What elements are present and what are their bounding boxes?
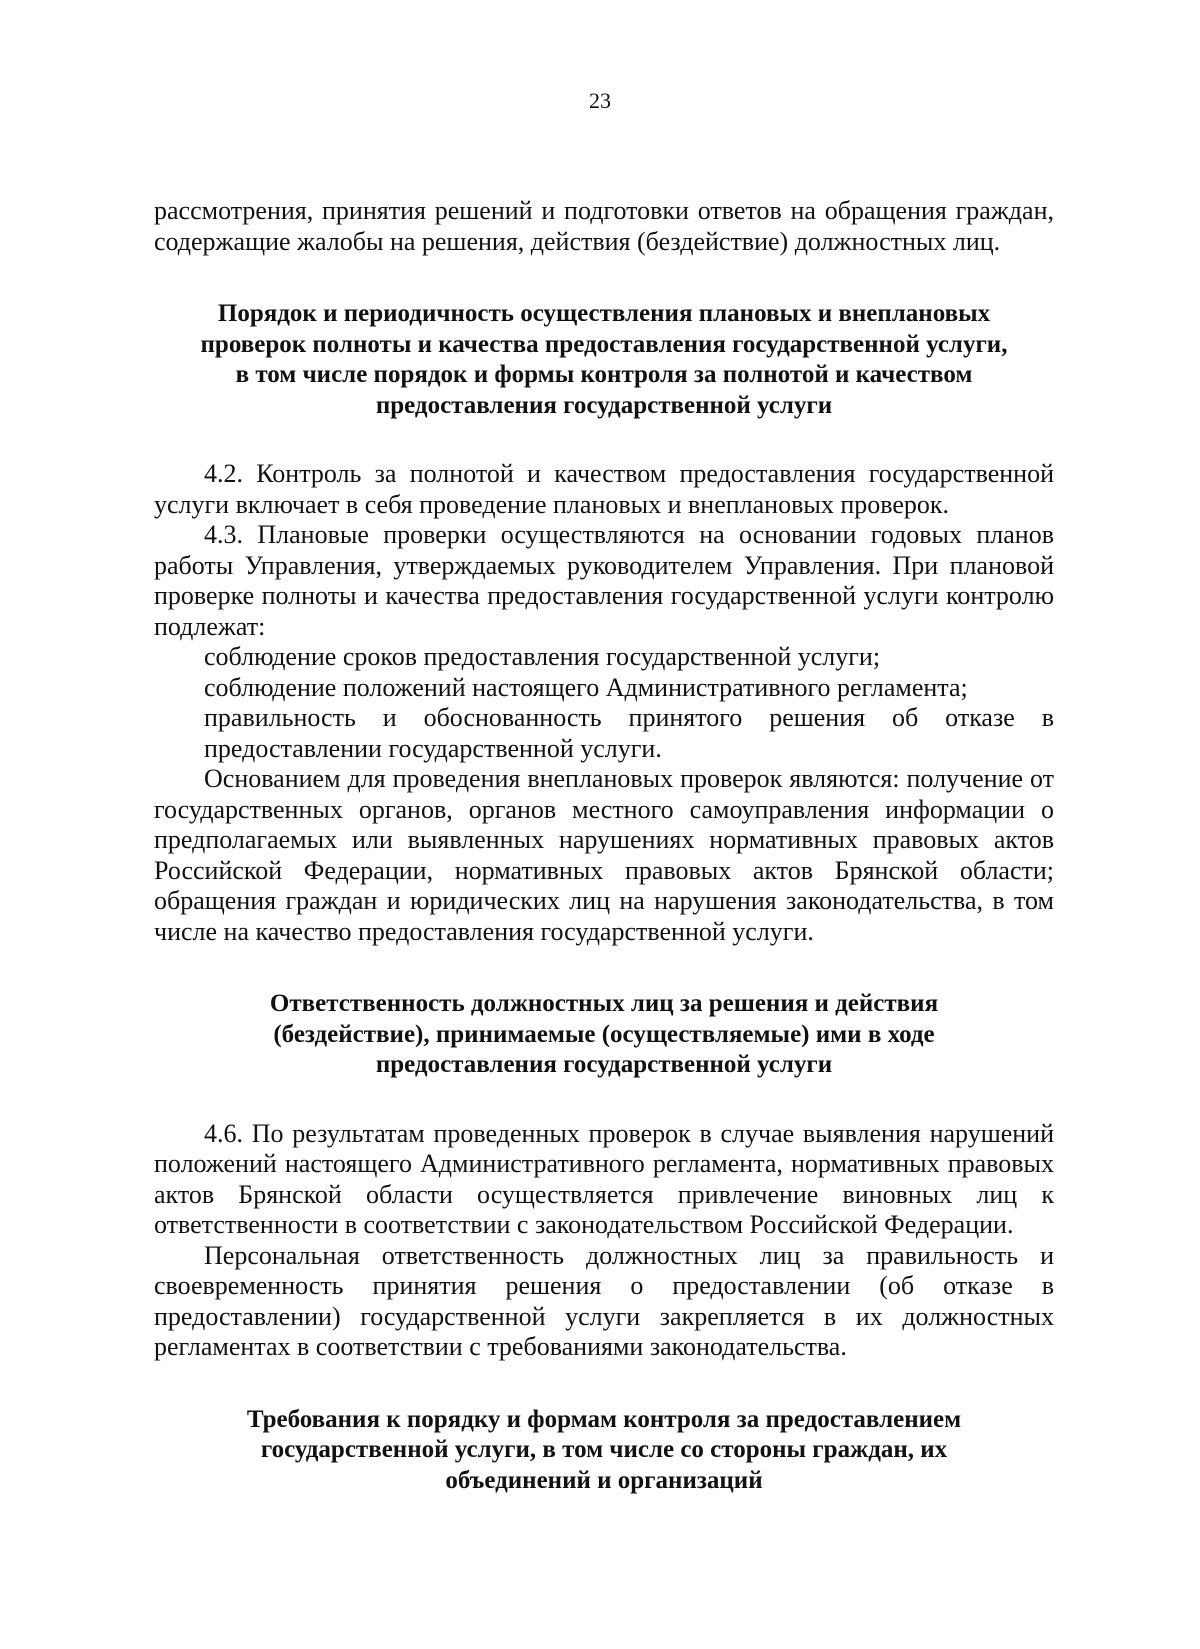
paragraph-4-6: 4.6. По результатам проведенных проверок в случае выявления нарушений положений настоящего Административного регламента, нормативных правовых актов Брянской области осуществляется привлечение виновных лиц к ответственности в соответствии с законодательством Российской Федерации. <box>154 1118 1054 1239</box>
spacer <box>154 257 1054 299</box>
page-number: 23 <box>589 88 611 113</box>
section-heading-control-requirements: Требования к порядку и формам контроля за предоставлением государственной услуги, в том числе со стороны граждан, их объединений и организаций <box>246 1405 962 1494</box>
spacer <box>154 421 1054 459</box>
paragraph-personal-responsibility: Персональная ответственность должностных лиц за правильность и своевременность принятия решения о предоставлении (об отказе в предоставлении) государственной услуги закрепляется в их должностных регламентах в соответствии с требованиями законодательства. <box>154 1240 1054 1361</box>
paragraph-unscheduled-grounds: Основанием для проведения внеплановых проверок являются: получение от государственных органов, органов местного самоуправления информации о предполагаемых или выявленных нарушениях нормативных правовых актов Российской Федерации, нормативных правовых актов Брянской области; обращения граждан и юридических лиц на нарушения законодательства, в том числе на качество предоставления государственной услуги. <box>154 764 1054 946</box>
list-item: правильность и обоснованность принятого решения об отказе в предоставлении государственной услуги. <box>204 703 1054 763</box>
paragraph-continuation: рассмотрения, принятия решений и подготовки ответов на обращения граждан, содержащие жалобы на решения, действия (бездействие) должностных лиц. <box>154 196 1054 256</box>
paragraph-4-3: 4.3. Плановые проверки осуществляются на основании годовых планов работы Управления, утверждаемых руководителем Управления. При плановой проверке полноты и качества предоставления государственной услуги контролю подлежат: <box>154 520 1054 641</box>
section-heading-inspections: Порядок и периодичность осуществления плановых и внеплановых проверок полноты и качества предоставления государственной услуги, в том числе порядок и формы контроля за полнотой и качеством предоставления государственной услуги <box>200 300 1008 419</box>
document-body <box>154 196 1054 1496</box>
list-item: соблюдение положений настоящего Административного регламента; <box>204 672 968 702</box>
paragraph-4-2: 4.2. Контроль за полнотой и качеством предоставления государственной услуги включает в себя проведение плановых и внеплановых проверок. <box>154 459 1054 519</box>
spacer <box>154 1081 1054 1119</box>
section-heading-responsibility: Ответственность должностных лиц за решения и действия (бездействие), принимаемые (осуществляемые) ими в ходе предоставления государственной услуги <box>269 990 939 1078</box>
spacer <box>154 947 1054 989</box>
list-item: соблюдение сроков предоставления государственной услуги; <box>204 642 881 671</box>
spacer <box>154 1363 1054 1405</box>
